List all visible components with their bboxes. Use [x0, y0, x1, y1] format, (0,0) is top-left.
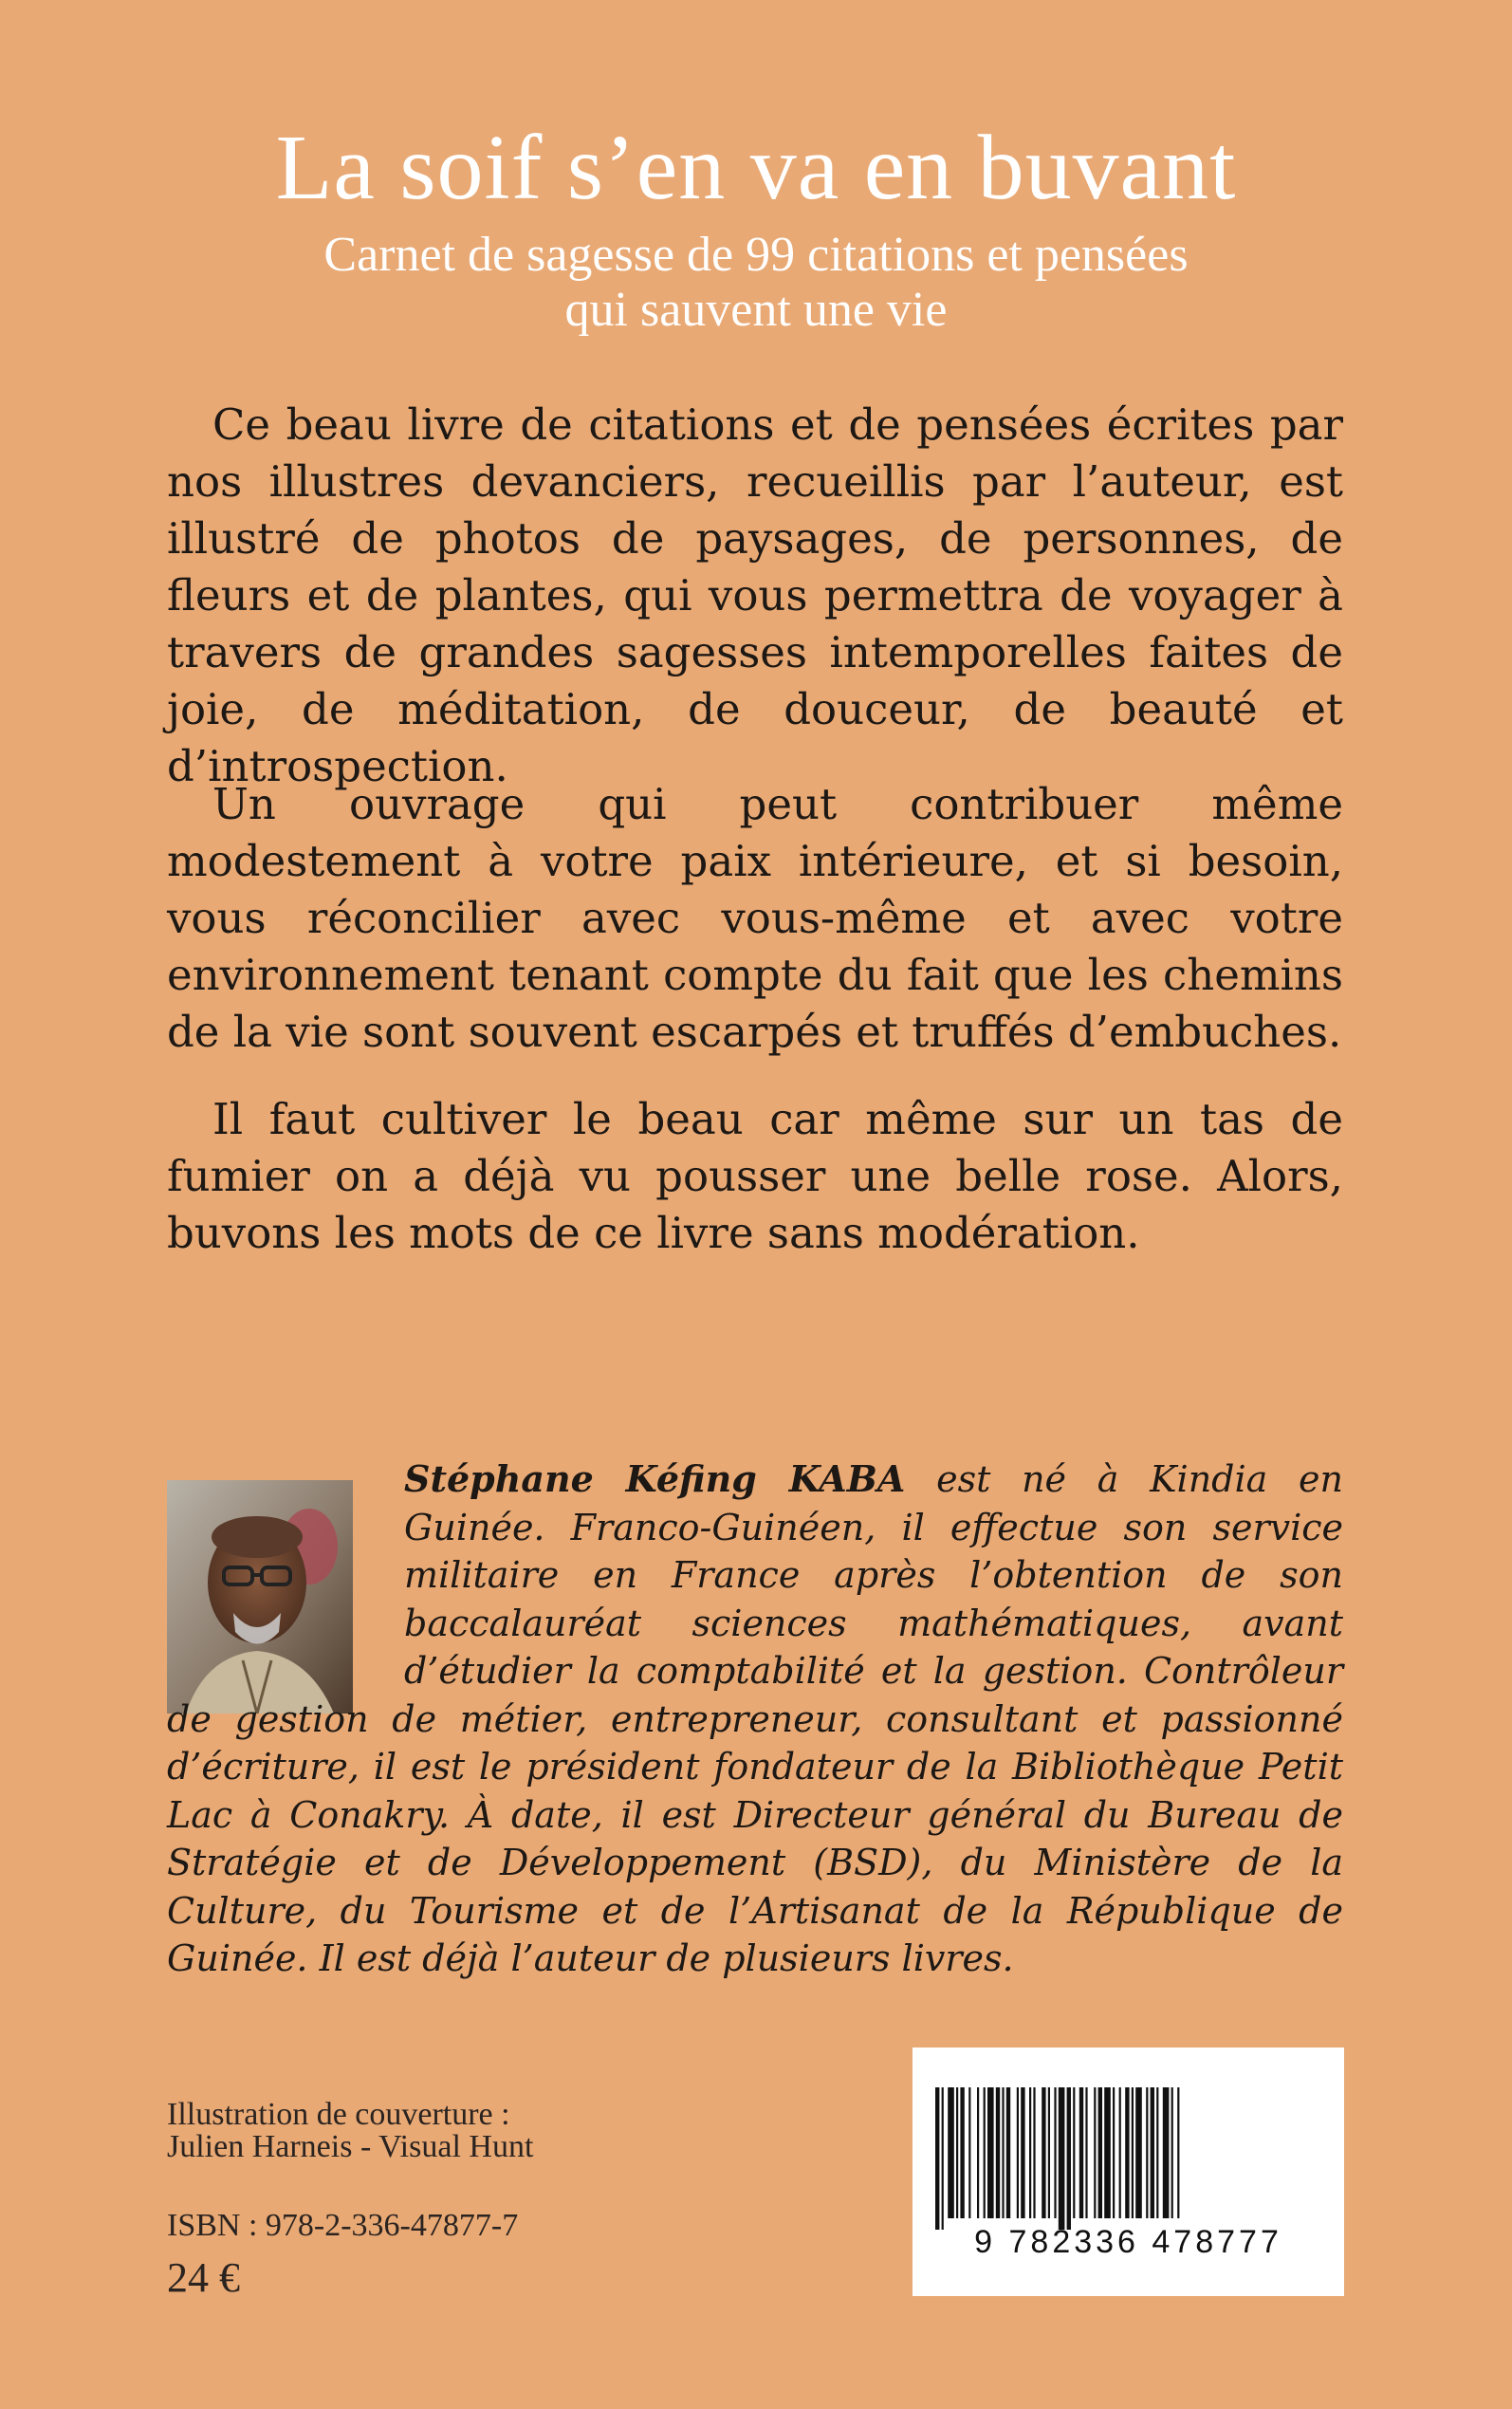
barcode-bar — [1073, 2087, 1075, 2218]
barcode-bar — [977, 2087, 979, 2218]
barcode-bar — [1048, 2087, 1050, 2218]
author-bio — [167, 1455, 1343, 1983]
subtitle-line-1: Carnet de sagesse de 99 citations et pensées — [323, 228, 1189, 282]
author-bio-text: est né à Kindia en Guinée. Franco-Guinéen, il effectue son service militaire en France après l’obtention de son baccalauréat sciences mathématiques, avant d’étudier la comptabilité et la gestion. Contrôleur de gestion de métier, entrepreneur, consultant et passionné d’écriture, il est le président fondateur de la Bibliothèque Petit Lac à Conakry. À date, il est Directeur général du Bureau de Stratégie et de Développement (BSD), du Ministère de la Culture, du Tourisme et de l’Artisanat de la République de Guinée. Il est déjà l’auteur de plusieurs livres. — [167, 1458, 1343, 1979]
barcode-bar — [1177, 2087, 1179, 2218]
barcode-bar — [1135, 2087, 1142, 2218]
barcode-bar — [1085, 2087, 1087, 2218]
barcode-bar — [1079, 2087, 1083, 2218]
barcode-bar — [1146, 2087, 1148, 2218]
price: 24 € — [167, 2254, 240, 2301]
isbn: ISBN : 978-2-336-47877-7 — [167, 2208, 519, 2243]
cover-credit — [167, 2099, 533, 2163]
subtitle-line-2: qui sauvent une vie — [564, 283, 948, 337]
barcode-bar — [1021, 2087, 1024, 2218]
barcode-digits: 9 782336 478777 — [974, 2224, 1282, 2260]
barcode-bar — [956, 2087, 958, 2218]
barcode-bar — [948, 2087, 954, 2218]
barcode-bar — [1017, 2087, 1019, 2218]
barcode-bar — [1163, 2087, 1170, 2218]
barcode-bar — [960, 2087, 964, 2218]
barcode-bar — [1002, 2087, 1004, 2218]
barcode-bar — [1151, 2087, 1154, 2218]
barcode-bar — [984, 2087, 986, 2218]
barcode-bar — [987, 2087, 994, 2218]
credit-name: Julien Harneis - Visual Hunt — [167, 2129, 534, 2164]
barcode-bar — [1132, 2087, 1134, 2218]
blurb-paragraph-2: Un ouvrage qui peut contribuer même modestement à votre paix intérieure, et si besoin, vous réconcilier avec vous-même et avec votre environnement tenant compte du fait que les chemins de la vie sont souvent escarpés et truffés d’embuches. — [167, 779, 1343, 1057]
barcode-bar — [1098, 2087, 1102, 2218]
barcode-bar — [1054, 2087, 1056, 2218]
barcode-bar — [1033, 2087, 1035, 2218]
barcode-bars — [931, 2087, 1325, 2230]
author-name: Stéphane Kéfing KABA — [404, 1457, 906, 1500]
barcode-bar — [1171, 2087, 1173, 2218]
credit-label: Illustration de couverture : — [167, 2097, 510, 2132]
barcode-bar — [942, 2087, 944, 2230]
book-title: La soif s’en va en buvant — [275, 117, 1237, 219]
barcode-bar — [1119, 2087, 1121, 2218]
blurb-paragraph-1: Ce beau livre de citations et de pensées écrites par nos illustres devanciers, recueillis par l’auteur, est illustré de photos de paysages, de personnes, de fleurs et de plantes, qui vous permettra de voyager à travers de grandes sagesses intemporelles faites de joie, de méditation, de douceur, de beauté et d’introspection. — [167, 399, 1343, 791]
barcode-bar — [935, 2087, 939, 2230]
barcode-bar — [1006, 2087, 1010, 2218]
barcode-bar — [1029, 2087, 1031, 2218]
barcode-bar — [1104, 2087, 1111, 2218]
barcode-bar — [996, 2087, 1000, 2218]
barcode-bar — [1125, 2087, 1129, 2218]
book-subtitle — [0, 228, 1512, 338]
barcode-bar — [1042, 2087, 1045, 2218]
barcode-bar — [1067, 2087, 1071, 2230]
barcode-bar — [1113, 2087, 1115, 2218]
barcode-bar — [1094, 2087, 1096, 2218]
barcode — [913, 2048, 1344, 2296]
blurb-paragraph-3: Il faut cultiver le beau car même sur un tas de fumier on a déjà vu pousser une belle rose. Alors, buvons les mots de ce livre sans modération. — [167, 1094, 1343, 1258]
barcode-bar — [1059, 2087, 1065, 2230]
barcode-bar — [1156, 2087, 1158, 2218]
barcode-bar — [968, 2087, 970, 2218]
